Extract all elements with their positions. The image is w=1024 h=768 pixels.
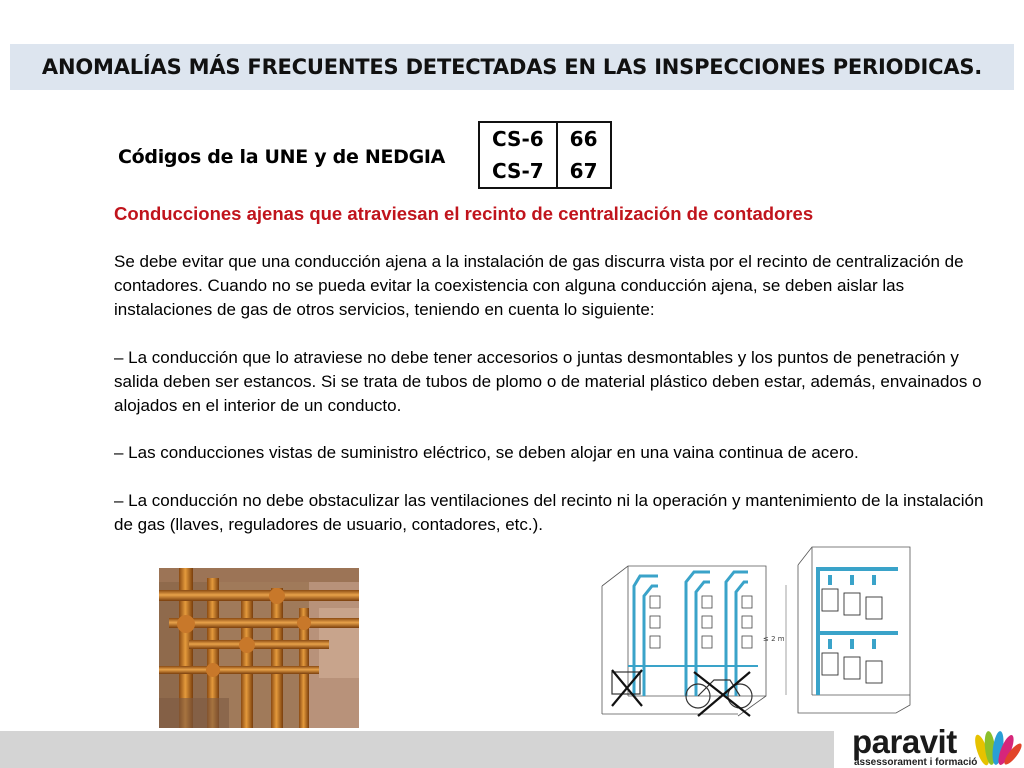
intro-text: Se debe evitar que una conducción ajena a la instalación de gas discurra vista por el recinto de centralización de contadores. Cuando no se pueda evitar la coexistencia con alguna conducción ajena, se deben aislar las instalaciones de gas de otros servicios, teniendo en cuenta lo siguiente:	[114, 252, 964, 319]
code-value-cell: 67	[557, 155, 611, 188]
bullet-paragraph	[114, 441, 984, 465]
bullet-text: – Las conducciones vistas de suministro eléctrico, se deben alojar en una vaina continua de acero.	[114, 443, 859, 462]
intro-paragraph	[114, 250, 984, 322]
codes-row	[479, 122, 611, 155]
codes-row	[479, 155, 611, 188]
bullet-text: – La conducción que lo atraviese no debe tener accesorios o juntas desmontables y los puntos de penetración y salida deben ser estancos. Si se trata de tubos de plomo o de material plástico deben estar, además, envainados o alojados en el interior de un conducto.	[114, 348, 982, 415]
brand-name: paravit	[852, 723, 957, 760]
brand-tagline: assessorament i formació	[854, 757, 978, 768]
dimension-label: ≤ 2 m	[763, 635, 785, 643]
section-title: Conducciones ajenas que atraviesan el recinto de centralización de contadores	[114, 203, 814, 224]
code-cell: CS-7	[479, 155, 557, 188]
code-cell: CS-6	[479, 122, 557, 155]
paravit-logo	[848, 724, 1024, 768]
petals-logo-icon	[968, 724, 1024, 768]
codes-table	[478, 121, 612, 189]
code-value-cell: 66	[557, 122, 611, 155]
bullet-text: – La conducción no debe obstaculizar las ventilaciones del recinto ni la operación y mantenimiento de la instalación de gas (llaves, reguladores de usuario, contadores, etc.).	[114, 491, 984, 534]
bullet-paragraph	[114, 489, 984, 537]
bullet-paragraph	[114, 346, 984, 418]
codes-label: Códigos de la UNE y de NEDGIA	[118, 146, 446, 168]
footer-bar	[0, 731, 834, 768]
pipes-photo	[159, 568, 359, 728]
meter-room-diagram-incorrect	[598, 546, 770, 718]
slide-title: ANOMALÍAS MÁS FRECUENTES DETECTADAS EN LAS INSPECCIONES PERIODICAS.	[41, 55, 983, 79]
title-bar	[10, 44, 1014, 90]
meter-cabinet-diagram	[763, 545, 912, 715]
